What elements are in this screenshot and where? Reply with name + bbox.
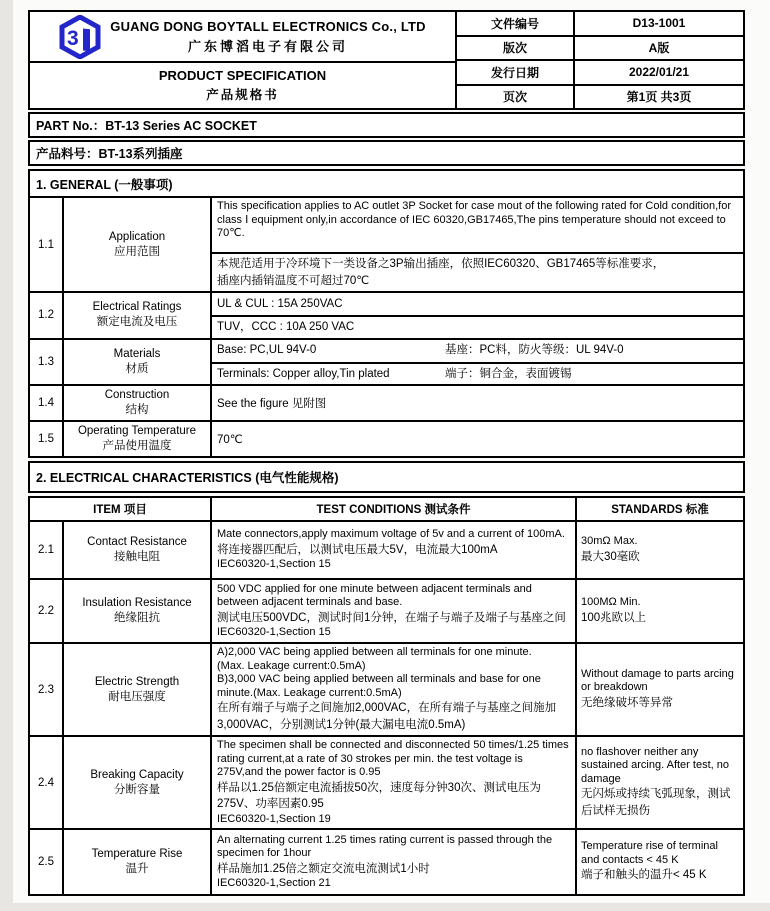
material-cn: 端子：铜合金，表面镀锡 bbox=[445, 367, 572, 380]
row-item-en: Temperature Rise bbox=[91, 848, 183, 860]
row-number: 1.3 bbox=[30, 340, 64, 385]
meta-value: D13-1001 bbox=[632, 16, 686, 31]
test-conditions bbox=[212, 644, 577, 735]
condition-line: 在所有端子与端子之间施加2,000VAC，在所有端子与基座之间施加3,000VAC，分别测试1分钟(最大漏电电流0.5mA) bbox=[217, 702, 557, 731]
condition-line: IEC60320-1,Section 19 bbox=[217, 812, 331, 825]
spec-document-page bbox=[13, 0, 770, 903]
row-item-cn: 分断容量 bbox=[114, 783, 160, 796]
row-item-cn: 接触电阻 bbox=[114, 551, 160, 563]
table-row-insulation-resistance bbox=[30, 578, 743, 642]
row-number: 1.4 bbox=[30, 386, 64, 420]
row-item-cn: 耐电压强度 bbox=[108, 690, 166, 703]
standards bbox=[577, 522, 743, 578]
standard-line: 100兆欧以上 bbox=[581, 611, 647, 624]
column-header-item: ITEM 项目 bbox=[30, 498, 212, 520]
document-title-cn: 产品规格书 bbox=[206, 88, 279, 102]
material-en: Base: PC,UL 94V-0 bbox=[217, 344, 317, 357]
row-label-en: Application bbox=[108, 230, 166, 243]
standard-line: 无绝缘破坏等异常 bbox=[581, 696, 673, 709]
material-line-base bbox=[212, 340, 743, 362]
header-left bbox=[30, 12, 455, 108]
row-label-cn: 应用范围 bbox=[114, 245, 160, 258]
meta-label: 版次 bbox=[457, 37, 575, 60]
table-row-breaking-capacity bbox=[30, 735, 743, 828]
row-label-en: Materials bbox=[113, 347, 161, 360]
company-name-en: GUANG DONG BOYTALL ELECTRONICS Co., LTD bbox=[110, 18, 426, 34]
column-header-standards: STANDARDS 标准 bbox=[611, 504, 709, 516]
spec-document-content bbox=[28, 10, 745, 896]
condition-line: (Max. Leakage current:0.5mA) bbox=[217, 659, 366, 672]
test-conditions bbox=[212, 580, 577, 642]
standard-line: Without damage to parts arcing or breakdown bbox=[581, 667, 734, 694]
meta-row-doc-number bbox=[457, 12, 743, 37]
content-cn-line: 插座内插销温度不可超过70℃ bbox=[217, 274, 370, 287]
meta-row-revision bbox=[457, 37, 743, 62]
row-content: See the figure 见附图 bbox=[217, 398, 327, 410]
row-label bbox=[64, 422, 212, 456]
table-row-operating-temperature bbox=[30, 420, 743, 456]
hexagon-cube-logo-icon bbox=[59, 15, 101, 59]
row-content bbox=[212, 293, 743, 338]
company-name-cn: 广东博滔电子有限公司 bbox=[187, 38, 348, 54]
row-number: 2.5 bbox=[30, 830, 64, 894]
condition-line: A)2,000 VAC being applied between all terminals for one minute. bbox=[217, 646, 532, 658]
row-content bbox=[212, 198, 743, 291]
company-block bbox=[30, 12, 455, 63]
row-label-en: Operating Temperature bbox=[77, 425, 197, 437]
part-number-bar: PART No.：BT-13 Series AC SOCKET bbox=[28, 112, 745, 138]
row-number: 2.1 bbox=[30, 522, 64, 578]
table-row-electric-strength bbox=[30, 642, 743, 735]
row-item bbox=[64, 580, 212, 642]
section1-title: 1. GENERAL (一般事项) bbox=[28, 169, 745, 198]
row-item-en: Breaking Capacity bbox=[90, 768, 184, 781]
row-label bbox=[64, 340, 212, 385]
meta-label: 发行日期 bbox=[457, 61, 575, 84]
condition-line: The specimen shall be connected and disconnected 50 times/1.25 times rating current,at a rate of 30 strokes per min. the test voltage is 275V,and the power factor is 0.95 bbox=[217, 739, 569, 778]
row-item-en: Insulation Resistance bbox=[82, 597, 192, 609]
row-number: 1.5 bbox=[30, 422, 64, 456]
row-number: 2.4 bbox=[30, 737, 64, 828]
content-cn-line: 本规范适用于冷环境下一类设备之3P输出插座，依照IEC60320、GB17465等标准要求， bbox=[217, 258, 665, 270]
condition-line: IEC60320-1,Section 15 bbox=[217, 558, 331, 571]
meta-label: 页次 bbox=[457, 86, 575, 109]
meta-row-page-number bbox=[457, 86, 743, 109]
row-label-cn: 结构 bbox=[125, 404, 149, 416]
row-label-en: Electrical Ratings bbox=[92, 301, 182, 314]
standards bbox=[577, 830, 743, 894]
table-row-temperature-rise bbox=[30, 828, 743, 894]
rating-line: UL & CUL : 15A 250VAC bbox=[217, 297, 343, 310]
standards bbox=[577, 644, 743, 735]
meta-row-issue-date bbox=[457, 61, 743, 86]
standards bbox=[577, 580, 743, 642]
section2-title: 2. ELECTRICAL CHARACTERISTICS (电气性能规格) bbox=[28, 461, 745, 493]
column-header-test-conditions: TEST CONDITIONS 测试条件 bbox=[212, 498, 577, 520]
row-content bbox=[212, 340, 743, 385]
row-label-cn: 产品使用温度 bbox=[102, 440, 172, 452]
row-content: 70℃ bbox=[217, 434, 243, 446]
row-label-en: Construction bbox=[104, 389, 170, 401]
row-number: 1.2 bbox=[30, 293, 64, 338]
meta-label: 文件编号 bbox=[457, 12, 575, 35]
standard-line: 30mΩ Max. bbox=[581, 535, 638, 547]
standard-line: 端子和触头的温升< 45 K bbox=[581, 869, 707, 882]
material-cn: 基座：PC料，防火等级：UL 94V-0 bbox=[445, 344, 624, 357]
standard-line: 100MΩ Min. bbox=[581, 596, 641, 608]
table-row-construction bbox=[30, 384, 743, 420]
standard-line: Temperature rise of terminal and contacts < 45 K bbox=[581, 840, 718, 866]
meta-value: A版 bbox=[648, 41, 670, 56]
standard-line: 最大30毫欧 bbox=[581, 550, 640, 563]
content-cn bbox=[212, 252, 743, 291]
rating-line: TUV，CCC : 10A 250 VAC bbox=[212, 315, 743, 338]
condition-line: IEC60320-1,Section 21 bbox=[217, 877, 331, 889]
table-row-contact-resistance bbox=[30, 520, 743, 578]
row-item-en: Electric Strength bbox=[94, 675, 180, 688]
test-conditions bbox=[212, 522, 577, 578]
product-code-bar: 产品料号：BT-13系列插座 bbox=[28, 140, 745, 166]
row-number: 2.3 bbox=[30, 644, 64, 735]
condition-line: 将连接器匹配后，以测试电压最大5V，电流最大100mA bbox=[217, 543, 498, 556]
document-title-en: PRODUCT SPECIFICATION bbox=[158, 68, 327, 83]
header-table bbox=[28, 10, 745, 110]
row-label bbox=[64, 293, 212, 338]
table-row-application bbox=[30, 198, 743, 291]
row-label-cn: 额定电流及电压 bbox=[96, 316, 178, 329]
row-item bbox=[64, 737, 212, 828]
test-conditions bbox=[212, 830, 577, 894]
condition-line: Mate connectors,apply maximum voltage of 5v and a current of 100mA. bbox=[217, 528, 565, 541]
row-item bbox=[64, 644, 212, 735]
condition-line: IEC60320-1,Section 15 bbox=[217, 626, 331, 638]
standard-line: 无闪烁或持续飞弧现象，测试后试样无损伤 bbox=[581, 788, 731, 817]
condition-line: B)3,000 VAC being applied between all terminals and base for one minute.(Max. Leakage current:0.5mA) bbox=[217, 673, 541, 699]
row-label bbox=[64, 198, 212, 291]
row-label-cn: 材质 bbox=[125, 362, 149, 375]
document-title-block bbox=[30, 63, 455, 108]
condition-line: 样品施加1.25倍之额定交流电流测试1小时 bbox=[217, 862, 430, 875]
row-item-cn: 温升 bbox=[125, 863, 149, 875]
meta-value: 第1页 共3页 bbox=[626, 90, 692, 105]
meta-value: 2022/01/21 bbox=[628, 65, 690, 80]
condition-line: 500 VDC applied for one minute between adjacent terminals and between adjacent terminals and base. bbox=[217, 582, 532, 608]
row-item-en: Contact Resistance bbox=[87, 536, 187, 548]
row-label bbox=[64, 386, 212, 420]
standards bbox=[577, 737, 743, 828]
content-en: This specification applies to AC outlet 3P Socket for case mout of the following rated for Cold condition,for class Ⅰ equipment only,in accordance of IEC 60320,GB17465,The pins temperature should not exceed to 70℃. bbox=[217, 200, 732, 239]
company-name bbox=[110, 19, 425, 55]
material-line-terminals bbox=[212, 362, 743, 385]
row-item bbox=[64, 522, 212, 578]
document-meta-table bbox=[455, 12, 743, 108]
general-table bbox=[28, 196, 745, 458]
table-row-electrical-ratings bbox=[30, 291, 743, 338]
electrical-table bbox=[28, 496, 745, 896]
material-en: Terminals: Copper alloy,Tin plated bbox=[217, 367, 390, 380]
row-number: 1.1 bbox=[30, 198, 64, 291]
condition-line: An alternating current 1.25 times rating current is passed through the specimen for 1hour bbox=[217, 833, 553, 859]
standard-line: no flashover neither any sustained arcing. After test, no damage bbox=[581, 745, 729, 785]
table-row-materials bbox=[30, 338, 743, 385]
row-item bbox=[64, 830, 212, 894]
test-conditions bbox=[212, 737, 577, 828]
svg-text:3: 3 bbox=[67, 26, 79, 50]
row-item-cn: 绝缘阻抗 bbox=[114, 612, 160, 624]
row-number: 2.2 bbox=[30, 580, 64, 642]
electrical-table-header bbox=[30, 498, 743, 520]
condition-line: 测试电压500VDC，测试时间1分钟，在端子与端子及端子与基座之间 bbox=[217, 611, 566, 624]
condition-line: 样品以1.25倍额定电流插拔50次，速度每分钟30次、测试电压为275V、功率因素0.95 bbox=[217, 781, 541, 810]
